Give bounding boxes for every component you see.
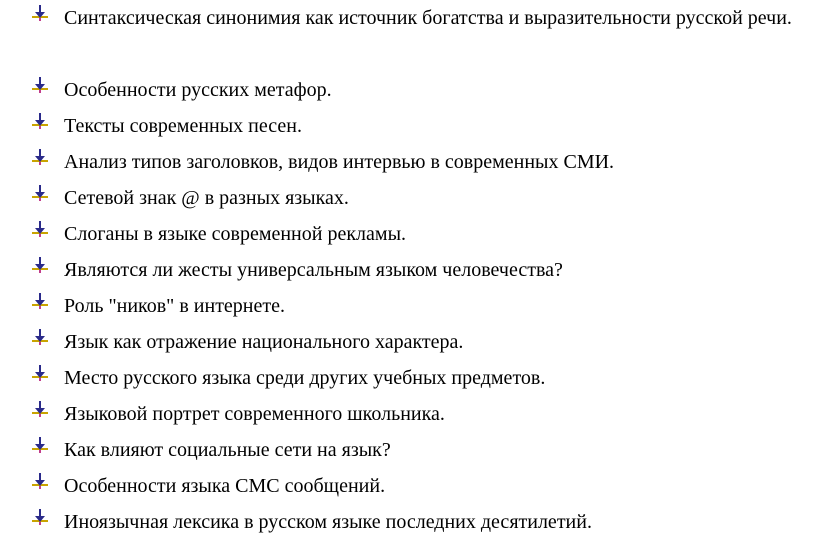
arrow-down-bullet-icon bbox=[30, 5, 50, 23]
list-item-text: Особенности русских метафор. bbox=[64, 79, 332, 101]
list-item-text: Место русского языка среди других учебных предметов. bbox=[64, 367, 546, 389]
arrow-down-bullet-icon bbox=[30, 293, 50, 311]
arrow-down-bullet-icon bbox=[30, 473, 50, 491]
list-item-text: Особенности языка СМС сообщений. bbox=[64, 475, 386, 497]
list-item-text: Тексты современных песен. bbox=[64, 115, 302, 137]
arrow-down-bullet-icon bbox=[30, 113, 50, 131]
list-item-text: Роль "ников" в интернете. bbox=[64, 295, 286, 317]
arrow-down-bullet-icon bbox=[30, 77, 50, 95]
list-item-text: Слоганы в языке современной рекламы. bbox=[64, 223, 407, 245]
list-item-text: Язык как отражение национального характера. bbox=[64, 331, 464, 353]
list-item-text: Анализ типов заголовков, видов интервью в современных СМИ. bbox=[64, 151, 615, 173]
list-item-text: Языковой портрет современного школьника. bbox=[64, 403, 445, 425]
list-item-text: Сетевой знак @ в разных языках. bbox=[64, 187, 349, 209]
list-item-text: Являются ли жесты универсальным языком человечества? bbox=[64, 259, 563, 281]
arrow-down-bullet-icon bbox=[30, 509, 50, 527]
arrow-down-bullet-icon bbox=[30, 149, 50, 167]
arrow-down-bullet-icon bbox=[30, 257, 50, 275]
list-item-text: Иноязычная лексика в русском языке последних десятилетий. bbox=[64, 511, 592, 533]
arrow-down-bullet-icon bbox=[30, 365, 50, 383]
arrow-down-bullet-icon bbox=[30, 329, 50, 347]
arrow-down-bullet-icon bbox=[30, 185, 50, 203]
arrow-down-bullet-icon bbox=[30, 401, 50, 419]
list-item-text: Синтаксическая синонимия как источник богатства и выразительности русской речи. bbox=[64, 7, 792, 29]
arrow-down-bullet-icon bbox=[30, 437, 50, 455]
arrow-down-bullet-icon bbox=[30, 221, 50, 239]
list-item-text: Как влияют социальные сети на язык? bbox=[64, 439, 391, 461]
